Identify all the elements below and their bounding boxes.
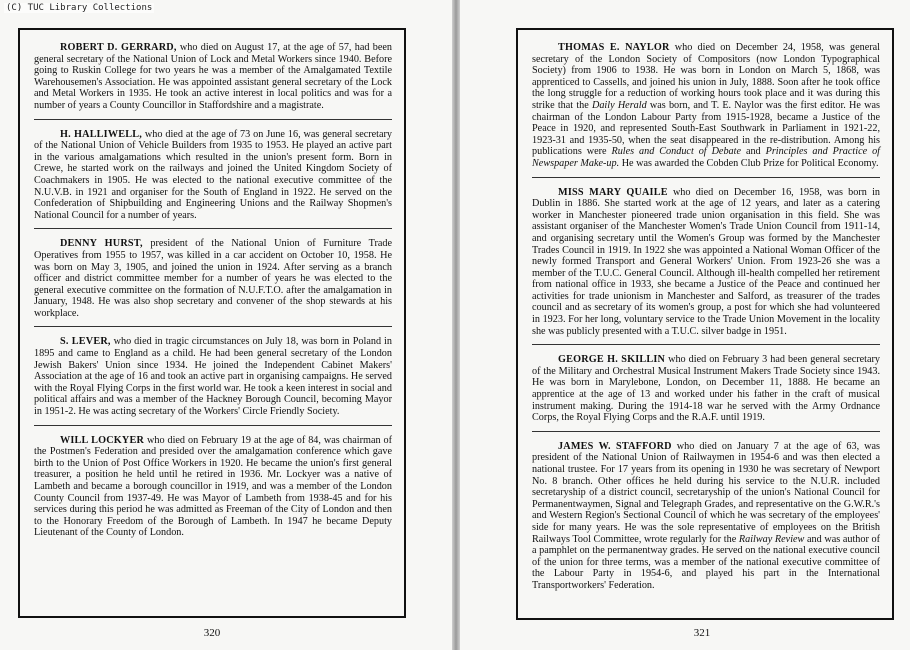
page-number-left: 320	[203, 627, 221, 639]
entry-text: He was awarded the Cobden Club Prize for Political Economy.	[619, 157, 879, 169]
entry-name: WILL LOCKYER	[60, 434, 145, 446]
obituary-entry-hurst	[34, 238, 392, 327]
entry-italic-title: Principles and Practice of Newspaper Make-up.	[532, 146, 880, 169]
left-page	[0, 0, 452, 650]
entry-text: who died on February 3 had been general secretary of the Military and Orchestral Musical Instrument Makers Trade Society since 1943. He was born in Marylebone, London, on December 11, 1888. He became an apprentice at the age of 13 and worked under his father in the craft of musical instrument making. During the 1914-18 war he served with the Army Ordnance Corps, the Royal Flying Corps and the R.A.F. until 1919.	[532, 354, 880, 424]
right-page-frame	[516, 28, 894, 620]
entry-text: who died at the age of 73 on June 16, was general secretary of the National Union of Vehicle Builders from 1935 to 1953. He played an active part in the various amalgamations which resulted in the union's present form. Born in Crewe, he started work on the railways and joined the United Kingdom Society of Coachmakers in 1905. He was elected to the national executive committee of the N.U.V.B. in 1921 and organiser for the South of England in 1922. He served on the Confederation of Shipbuilding and Engineering Unions and the Railway Shopmen's National Council for a number of years.	[34, 128, 392, 221]
entry-text: and was author of a pamphlet on the permanentway grades. He served on the national executive council of the union for three terms, was a member of the national executive committee of the Labour Party in 1954-6, and played his part in the International Transportworkers' Federation.	[532, 533, 880, 591]
entry-name: MISS MARY QUAILE	[558, 186, 668, 198]
entry-name: H. HALLIWELL,	[60, 128, 142, 140]
entry-text: who died on February 19 at the age of 84, was chairman of the Postmen's Federation and presided over the amalgamation conference which gave birth to the Union of Post Office Workers in 1920. He became the union's first general treasurer, a position he held until he retired in 1936. Mr. Lockyer was a native of Lambeth and became a borough councillor in 1919, and was a member of the London County Council from 1937-49. He was Mayor of Lambeth from 1938-45 and for his services during this period he was admitted as Freeman of the City of London and then to the Honorary Freedom of the Borough of Lambeth. In 1947 he became Deputy Lieutenant of the County of London.	[34, 434, 392, 539]
obituary-entry-quaile	[532, 187, 880, 346]
entry-name: JAMES W. STAFFORD	[558, 440, 672, 452]
right-page	[460, 0, 910, 650]
entry-text: who died on January 7 at the age of 63, was president of the National Union of Railwaymen in 1954-6 and was then elected a national trustee. For 17 years from its opening in 1930 he was secretary of Newport No. 8 branch. Other offices he held during his service to the N.U.R. included secretaryship of a district council, secretaryship of the union's National Council for Permanentwaymen, Signal and Telegraph Grades, and representative on the G.W.R.'s and Western Region's Sectional Council of which he was secretary of the employees' side for many years. He was the sole representative of employees on the British Railways Tool Committee, wrote regularly for the	[532, 440, 881, 545]
entry-text: and	[741, 146, 766, 158]
entry-name: S. LEVER,	[60, 336, 111, 348]
entry-text: was born, and T. E. Naylor was the first editor. He was chairman of the London Labour Party from 1915-1928, became a Justice of the Peace in 1920, and represented South-East Southwark in Parliament in 1921-22, 1923-31 and 1935-50, when the seat disappeared in the re-distribution. Among his publications were	[532, 99, 880, 158]
entry-text: who died on December 24, 1958, was general secretary of the London Society of Compositors (now London Typographical Society) from 1906 to 1938. He was born in London on March 5, 1868, was apprenticed to Cassells, and joined his union in July, 1888. Soon after he took office the long struggle for a reduction of working hours took place and it was during this strike that the	[532, 42, 880, 111]
obituary-entry-lever	[34, 336, 392, 425]
entry-text: who died on December 16, 1958, was born in Dublin in 1886. She started work at the age of 12 years, and later as a catering worker in Manchester pioneered trade union organisation in this field. She was assistant organiser of the Manchester Women's Trade Union Council from 1911-14, and organising secretary until the Women's Group was formed by the Manchester Trades Council in 1919. In 1922 she was appointed a National Woman Officer of the newly formed Transport and General Workers' Union. From 1923-26 she was a member of the T.U.C. General Council. Although ill-health compelled her retirement from national office in 1933, she became a Justice of the Peace and continued her activities for trade unionism in Manchester and Salford, as treasurer of the trades council and as secretary of its women's group, a post for which she had volunteered in 1923. For her long, voluntary service to the Trade Union Movement in the locality she was publicly presented with a T.U.C. silver badge in 1951.	[532, 186, 880, 337]
entry-italic-title: Rules and Conduct of Debate	[611, 146, 741, 158]
left-page-frame	[18, 28, 406, 618]
book-gutter	[452, 0, 460, 650]
obituary-entry-skillin	[532, 354, 880, 432]
watermark-label: (C) TUC Library Collections	[6, 3, 153, 13]
entry-text: who died in tragic circumstances on July 18, was born in Poland in 1895 and came to England as a child. He had been general secretary of the London Jewish Bakers' Union since 1934. He joined the Independent Cabinet Makers' Association at the age of 16 and took an active part in organising campaigns. He served with the Royal Flying Corps in the first world war. He took a keen interest in social and political affairs and was a member of the Hackney Borough Council, becoming Mayor in 1951-2. He was acting secretary of the Workers' Circle Friendly Society.	[34, 336, 392, 418]
entry-text: president of the National Union of Furniture Trade Operatives from 1955 to 1957, was killed in a car accident on October 10, 1958. He was born on May 3, 1905, and joined the union in 1924. After serving as a branch officer and district committee member for a number of years he was elected to the general executive committee on the formation of N.U.F.T.O. after the amalgamation in January, 1948. He was also shop secretary and convener of the shop stewards at his workplace.	[34, 238, 393, 319]
obituary-entry-gerrard	[34, 42, 392, 120]
entry-italic-title: Railway Review	[738, 533, 805, 545]
entry-name: DENNY HURST,	[60, 238, 143, 250]
obituary-entry-lockyer	[34, 435, 392, 546]
obituary-entry-naylor	[532, 42, 880, 178]
obituary-entry-halliwell	[34, 129, 392, 230]
obituary-entry-stafford	[532, 441, 880, 599]
entry-name: THOMAS E. NAYLOR	[558, 42, 670, 53]
entry-text: who died on August 17, at the age of 57, had been general secretary of the National Union of Lock and Metal Workers since 1940. Before going to Ruskin College for two years he was a member of the Amalgamated Textile Warehousemen's Association. He was appointed assistant general secretary of the Lock and Metal Workers in 1935. He took an active interest in local politics and was for a number of years a County Councillor in Staffordshire and a magistrate.	[34, 42, 392, 111]
entry-name: ROBERT D. GERRARD,	[60, 42, 177, 53]
entry-italic-title: Daily Herald	[591, 99, 647, 111]
entry-name: GEORGE H. SKILLIN	[558, 354, 666, 366]
page-number-right: 321	[693, 627, 711, 639]
